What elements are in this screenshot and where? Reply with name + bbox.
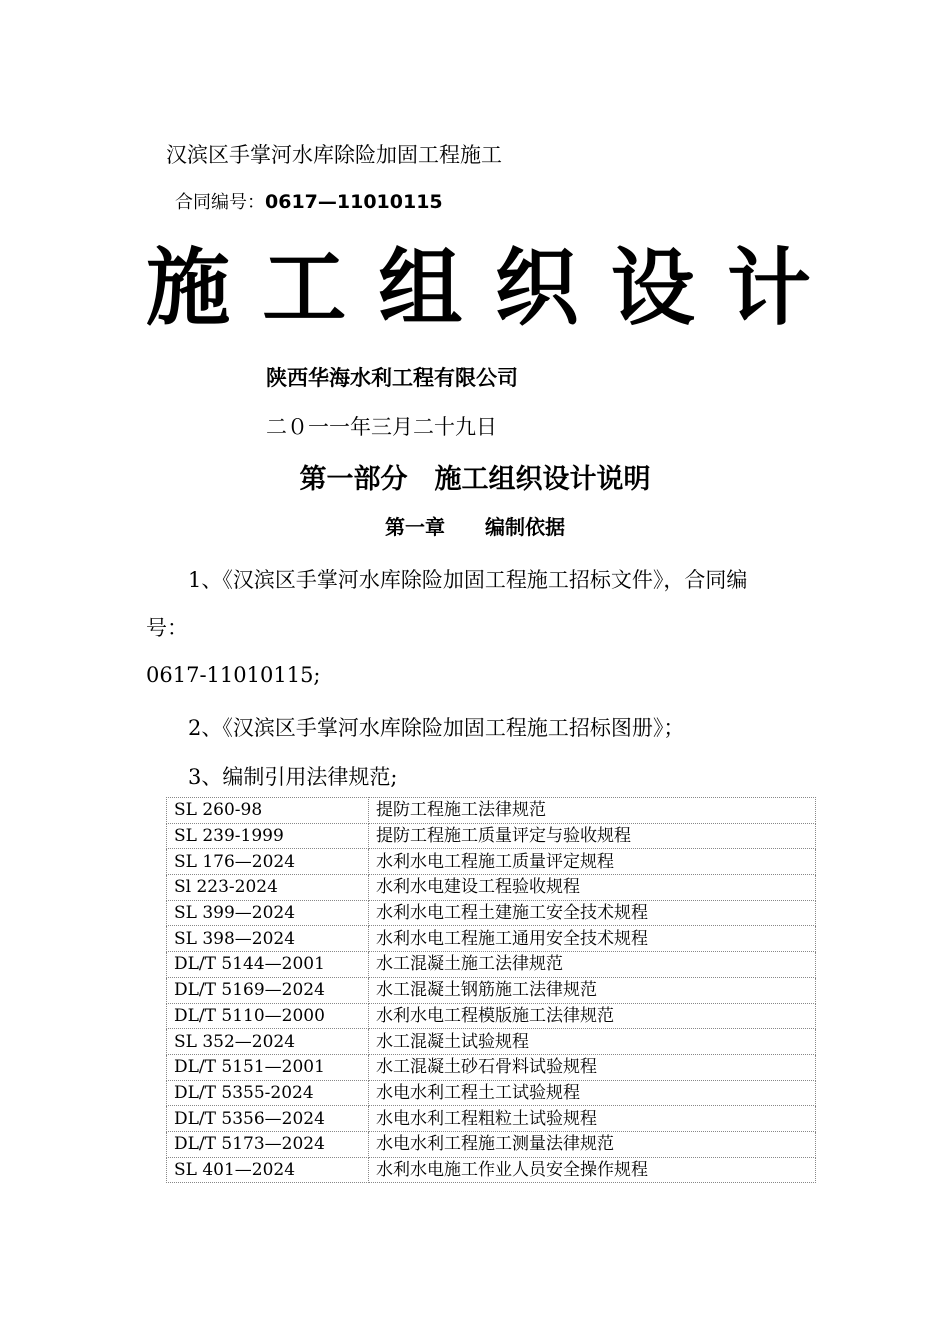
title-char: 设	[610, 238, 695, 337]
standard-code: SL 260-98	[167, 798, 369, 824]
table-row	[167, 1080, 816, 1106]
standard-name: 水工混凝土砂石骨料试验规程	[369, 1054, 816, 1080]
paragraph-item-1: 1、《汉滨区手掌河水库除险加固工程施工招标文件》，合同编	[188, 568, 748, 592]
table-row	[167, 849, 816, 875]
table-row	[167, 1054, 816, 1080]
title-char: 组	[378, 238, 463, 337]
company-name: 陕西华海水利工程有限公司	[266, 366, 518, 390]
title-char: 工	[262, 238, 347, 337]
table-row	[167, 823, 816, 849]
paragraph-contract-number: 0617-11010115;	[146, 663, 321, 687]
standards-table-body	[167, 798, 816, 1183]
table-row	[167, 952, 816, 978]
table-row	[167, 926, 816, 952]
table-row	[167, 1157, 816, 1183]
chapter-heading: 第一章 编制依据	[385, 515, 565, 539]
standard-code: SL 401—2024	[167, 1157, 369, 1183]
standard-code: SL 399—2024	[167, 900, 369, 926]
standard-code: DL/T 5356—2024	[167, 1106, 369, 1132]
standard-code: Sl 223-2024	[167, 875, 369, 901]
contract-number: 0617—11010115	[265, 191, 443, 213]
title-char: 计	[726, 238, 811, 337]
standard-code: DL/T 5355-2024	[167, 1080, 369, 1106]
table-row	[167, 798, 816, 824]
standard-name: 水利水电工程施工通用安全技术规程	[369, 926, 816, 952]
standard-name: 水工混凝土钢筋施工法律规范	[369, 977, 816, 1003]
standards-table	[166, 797, 816, 1183]
standard-code: DL/T 5169—2024	[167, 977, 369, 1003]
document-date: 二０一一年三月二十九日	[266, 415, 497, 439]
standard-name: 水工混凝土施工法律规范	[369, 952, 816, 978]
standard-code: DL/T 5144—2001	[167, 952, 369, 978]
standard-name: 水利水电施工作业人员安全操作规程	[369, 1157, 816, 1183]
paragraph-item-1-cont: 号：	[146, 616, 188, 640]
standard-name: 提防工程施工法律规范	[369, 798, 816, 824]
title-char: 织	[494, 238, 579, 337]
contract-line	[175, 188, 443, 214]
standard-code: DL/T 5173—2024	[167, 1131, 369, 1157]
project-name: 汉滨区手掌河水库除险加固工程施工	[166, 143, 502, 167]
standard-code: SL 239-1999	[167, 823, 369, 849]
table-row	[167, 977, 816, 1003]
standard-code: SL 176—2024	[167, 849, 369, 875]
standard-code: SL 352—2024	[167, 1029, 369, 1055]
standard-name: 水利水电工程土建施工安全技术规程	[369, 900, 816, 926]
part-heading: 第一部分 施工组织设计说明	[299, 464, 651, 495]
standard-name: 水电水利工程土工试验规程	[369, 1080, 816, 1106]
table-row	[167, 1029, 816, 1055]
table-row	[167, 1106, 816, 1132]
table-row	[167, 1131, 816, 1157]
standard-name: 水工混凝土试验规程	[369, 1029, 816, 1055]
standard-name: 水利水电工程模版施工法律规范	[369, 1003, 816, 1029]
standard-name: 水利水电工程施工质量评定规程	[369, 849, 816, 875]
table-row	[167, 875, 816, 901]
standard-name: 提防工程施工质量评定与验收规程	[369, 823, 816, 849]
title-char: 施	[146, 238, 231, 337]
paragraph-item-3: 3、编制引用法律规范;	[188, 765, 398, 789]
standard-code: SL 398—2024	[167, 926, 369, 952]
table-row	[167, 1003, 816, 1029]
paragraph-item-2: 2、《汉滨区手掌河水库除险加固工程施工招标图册》；	[188, 716, 685, 740]
standard-name: 水利水电建设工程验收规程	[369, 875, 816, 901]
contract-label: 合同编号：	[175, 192, 265, 213]
standard-name: 水电水利工程施工测量法律规范	[369, 1131, 816, 1157]
standard-name: 水电水利工程粗粒土试验规程	[369, 1106, 816, 1132]
standard-code: DL/T 5151—2001	[167, 1054, 369, 1080]
table-row	[167, 900, 816, 926]
document-title	[146, 238, 811, 338]
standard-code: DL/T 5110—2000	[167, 1003, 369, 1029]
